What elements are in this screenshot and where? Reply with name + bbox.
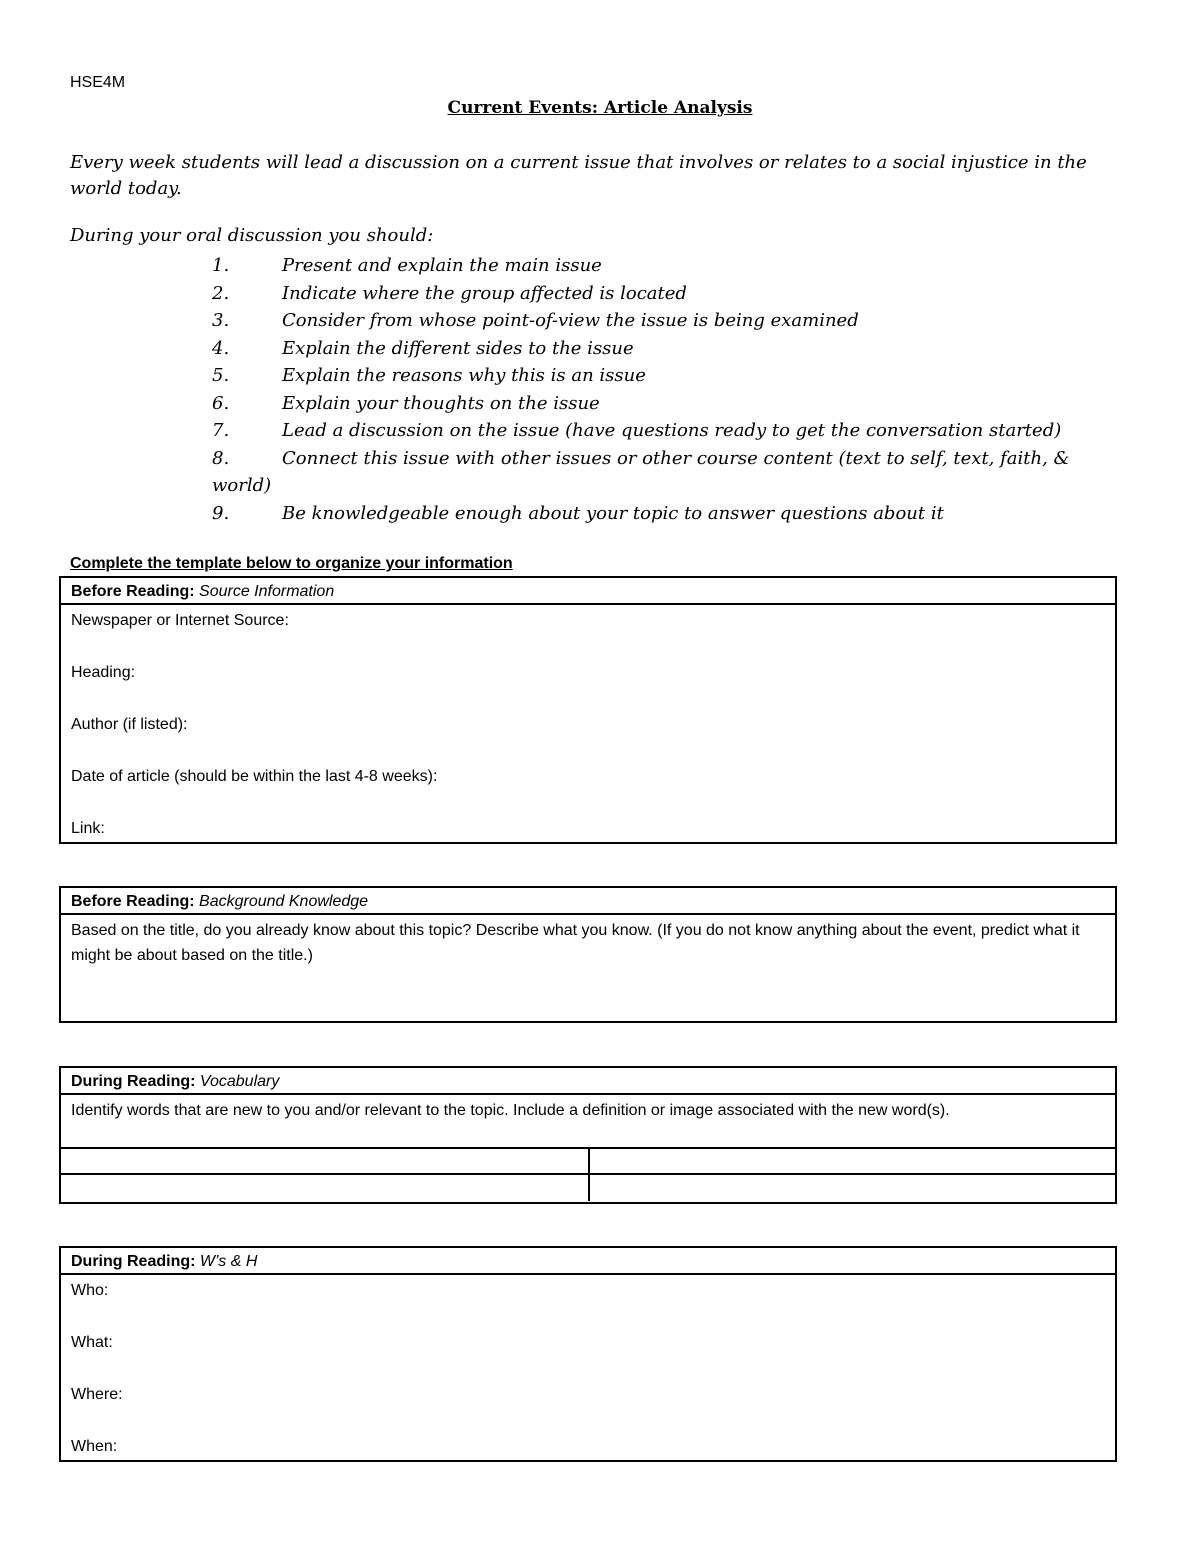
stage-label: During Reading: [71, 1073, 196, 1090]
stage-label: Before Reading: [71, 893, 195, 910]
what-field[interactable]: What: [71, 1334, 113, 1351]
box-header [61, 578, 1115, 605]
instructions-lead: During your oral discussion you should: [70, 225, 434, 246]
source-information-box [59, 576, 1117, 844]
vocab-word-cell[interactable] [61, 1175, 590, 1201]
list-item: 4. Explain the different sides to the issue [212, 337, 634, 359]
vocab-definition-cell[interactable] [590, 1149, 1115, 1175]
vocab-definition-cell[interactable] [590, 1175, 1115, 1201]
link-field[interactable]: Link: [71, 820, 105, 837]
heading-field[interactable]: Heading: [71, 664, 136, 681]
list-item: 1. Present and explain the main issue [212, 255, 602, 276]
list-item: 9. Be knowledgeable enough about your topic to answer questions about it [212, 502, 944, 524]
list-item: 3. Consider from whose point-of-view the issue is being examined [212, 310, 859, 331]
template-heading: Complete the template below to organize your information [70, 555, 513, 572]
vocabulary-prompt: Identify words that are new to you and/or relevant to the topic. Include a definition or image associated with the new word(s). [71, 1102, 950, 1119]
list-item: 6. Explain your thoughts on the issue [212, 392, 600, 414]
when-field[interactable]: When: [71, 1438, 118, 1455]
instructions-list [212, 252, 1112, 527]
topic-label: Vocabulary [199, 1073, 280, 1090]
topic-label: Source Information [199, 583, 335, 600]
background-knowledge-box [59, 886, 1117, 1023]
stage-label: Before Reading: [71, 583, 195, 600]
box-header [61, 888, 1115, 915]
ws-and-h-box [59, 1246, 1117, 1462]
stage-label: During Reading: [71, 1253, 196, 1270]
list-item: 5. Explain the reasons why this is an issue [212, 365, 646, 386]
date-field[interactable]: Date of article (should be within the last 4-8 weeks): [71, 768, 438, 785]
author-field[interactable]: Author (if listed): [71, 716, 188, 733]
list-item: 7. Lead a discussion on the issue (have questions ready to get the conversation started) [212, 420, 1062, 441]
list-item: 8. Connect this issue with other issues or other course content (text to self, text, faith, & world) [212, 447, 1070, 496]
course-code: HSE4M [70, 74, 126, 91]
background-prompt[interactable]: Based on the title, do you already know about this topic? Describe what you know. (If you do not know anything about the event, predict what it might be about based on the title.) [71, 922, 1080, 964]
where-field[interactable]: Where: [71, 1386, 123, 1403]
box-header [61, 1248, 1115, 1275]
who-field[interactable]: Who: [71, 1282, 109, 1299]
vocab-word-cell[interactable] [61, 1149, 590, 1175]
list-item: 2. Indicate where the group affected is located [212, 282, 687, 304]
box-header [61, 1068, 1115, 1095]
topic-label: W’s & H [199, 1253, 258, 1270]
vocabulary-table [61, 1147, 1115, 1201]
topic-label: Background Knowledge [199, 893, 369, 910]
intro-paragraph: Every week students will lead a discussion on a current issue that involves or relates to a social injustice in the world today. [70, 152, 1087, 199]
page-title: Current Events: Article Analysis [447, 98, 753, 118]
vocabulary-box [59, 1066, 1117, 1204]
source-field[interactable]: Newspaper or Internet Source: [71, 612, 289, 629]
